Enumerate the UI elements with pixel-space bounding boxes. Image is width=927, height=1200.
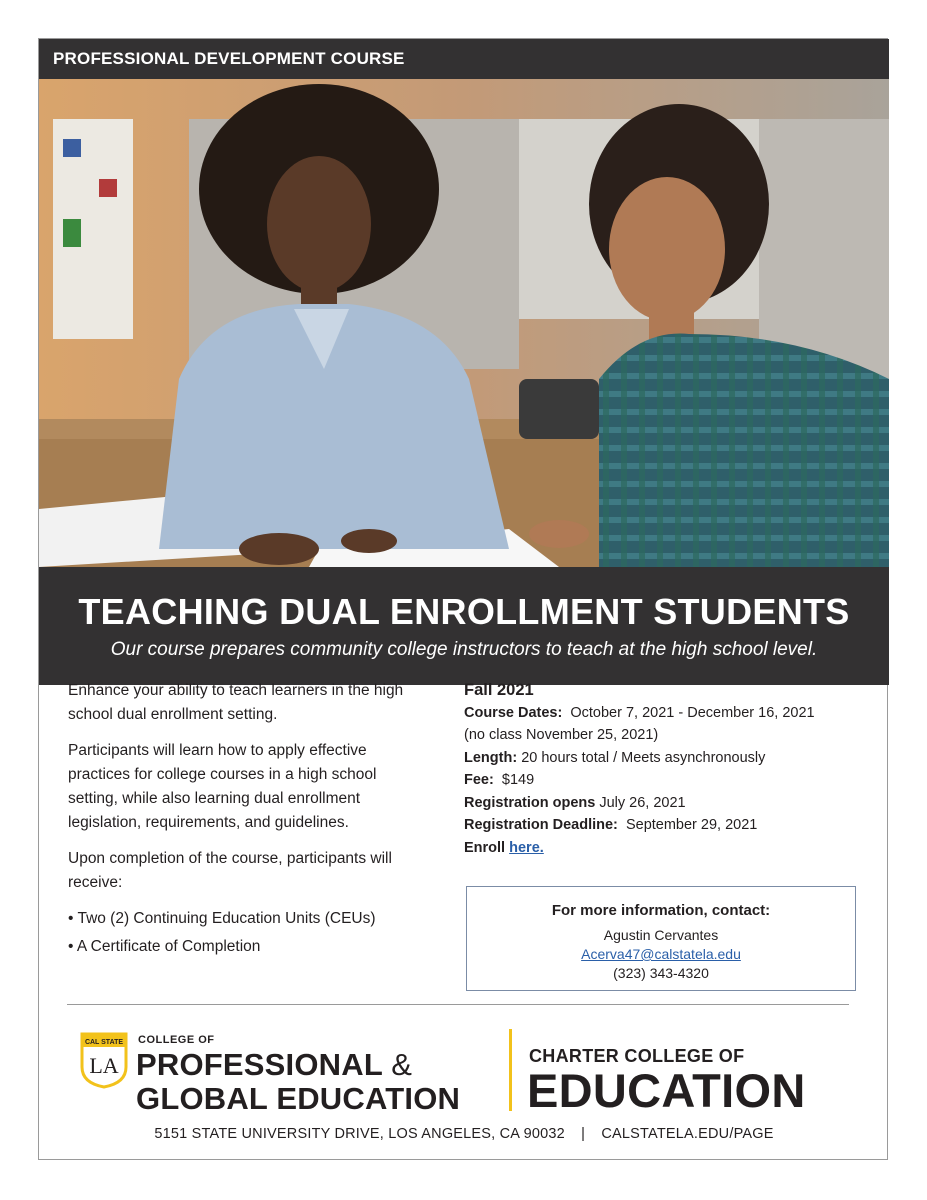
header-label: PROFESSIONAL DEVELOPMENT COURSE xyxy=(53,49,405,68)
header-bar xyxy=(39,39,889,79)
fee-value: $149 xyxy=(501,772,535,788)
street-address: 5151 STATE UNIVERSITY DRIVE, LOS ANGELES, CA 90032 xyxy=(154,1126,565,1142)
reg-opens-value: July 26, 2021 xyxy=(599,794,686,811)
footer-address-line xyxy=(39,1126,889,1142)
course-length xyxy=(464,747,874,770)
seal-letters: LA xyxy=(89,1053,119,1078)
footer-logos xyxy=(39,1024,889,1154)
fee-label: Fee: xyxy=(464,772,494,788)
course-dates-note: (no class November 25, 2021) xyxy=(464,727,659,743)
classroom-photo-illustration xyxy=(39,79,889,567)
enroll-label: Enroll xyxy=(464,839,506,856)
hero-photo xyxy=(39,79,889,567)
benefit-item: • A Certificate of Completion xyxy=(68,938,261,955)
intro-column xyxy=(68,679,428,963)
reg-opens-label: Registration opens xyxy=(464,794,596,811)
intro-paragraph-2: Participants will learn how to apply effective practices for college courses in a high school setting, while also learning dual enrollment legislation, requirements, and guidelines. xyxy=(68,742,377,831)
length-value: 20 hours total / Meets asynchronously xyxy=(521,749,766,766)
deadline-value: September 29, 2021 xyxy=(625,817,758,833)
deadline-label: Registration Deadline: xyxy=(464,817,618,833)
course-dates-label: Course Dates: xyxy=(464,704,563,721)
course-fee xyxy=(464,769,874,792)
course-dates-value: October 7, 2021 - December 16, 2021 xyxy=(570,704,815,721)
website-text: CALSTATELA.EDU/PAGE xyxy=(601,1126,774,1142)
course-subtitle: Our course prepares community college instructors to teach at the high school level. xyxy=(110,639,818,660)
pge-professional xyxy=(136,1048,412,1082)
contact-phone: (323) 343-4320 xyxy=(613,965,709,981)
seal-top-text: CAL STATE xyxy=(84,1039,124,1046)
contact-title: For more information, contact: xyxy=(551,902,771,919)
pge-ampersand: & xyxy=(391,1047,413,1082)
cal-state-la-seal-icon xyxy=(79,1031,129,1089)
address-separator: | xyxy=(581,1126,586,1142)
contact-name: Agustin Cervantes xyxy=(603,927,719,943)
details-column xyxy=(464,679,874,859)
cce-charter-college: CHARTER COLLEGE OF xyxy=(529,1046,745,1066)
enroll-row xyxy=(464,837,874,860)
enroll-link[interactable]: here. xyxy=(509,839,544,856)
course-title: TEACHING DUAL ENROLLMENT STUDENTS xyxy=(78,591,850,632)
logo-divider xyxy=(509,1029,512,1111)
pge-college-of: COLLEGE OF xyxy=(138,1034,215,1046)
benefits-list xyxy=(68,907,428,959)
registration-deadline xyxy=(464,814,874,837)
intro-paragraph-3: Upon completion of the course, participants will receive: xyxy=(68,850,392,891)
flyer-page xyxy=(38,38,888,1160)
intro-paragraph-1: Enhance your ability to teach learners in the high school dual enrollment setting. xyxy=(68,682,404,723)
title-band xyxy=(39,567,889,685)
course-dates xyxy=(464,702,874,725)
pge-line1: PROFESSIONAL xyxy=(136,1047,383,1082)
pge-global-education: GLOBAL EDUCATION xyxy=(136,1081,461,1116)
registration-opens xyxy=(464,792,874,815)
contact-email-link[interactable]: Acerva47@calstatela.edu xyxy=(581,946,741,962)
length-label: Length: xyxy=(464,749,518,766)
divider-line xyxy=(67,1004,849,1005)
cce-education: EDUCATION xyxy=(527,1064,806,1117)
contact-box xyxy=(466,886,856,991)
season-label: Fall 2021 xyxy=(464,681,534,699)
benefit-item: • Two (2) Continuing Education Units (CEUs) xyxy=(68,910,376,927)
